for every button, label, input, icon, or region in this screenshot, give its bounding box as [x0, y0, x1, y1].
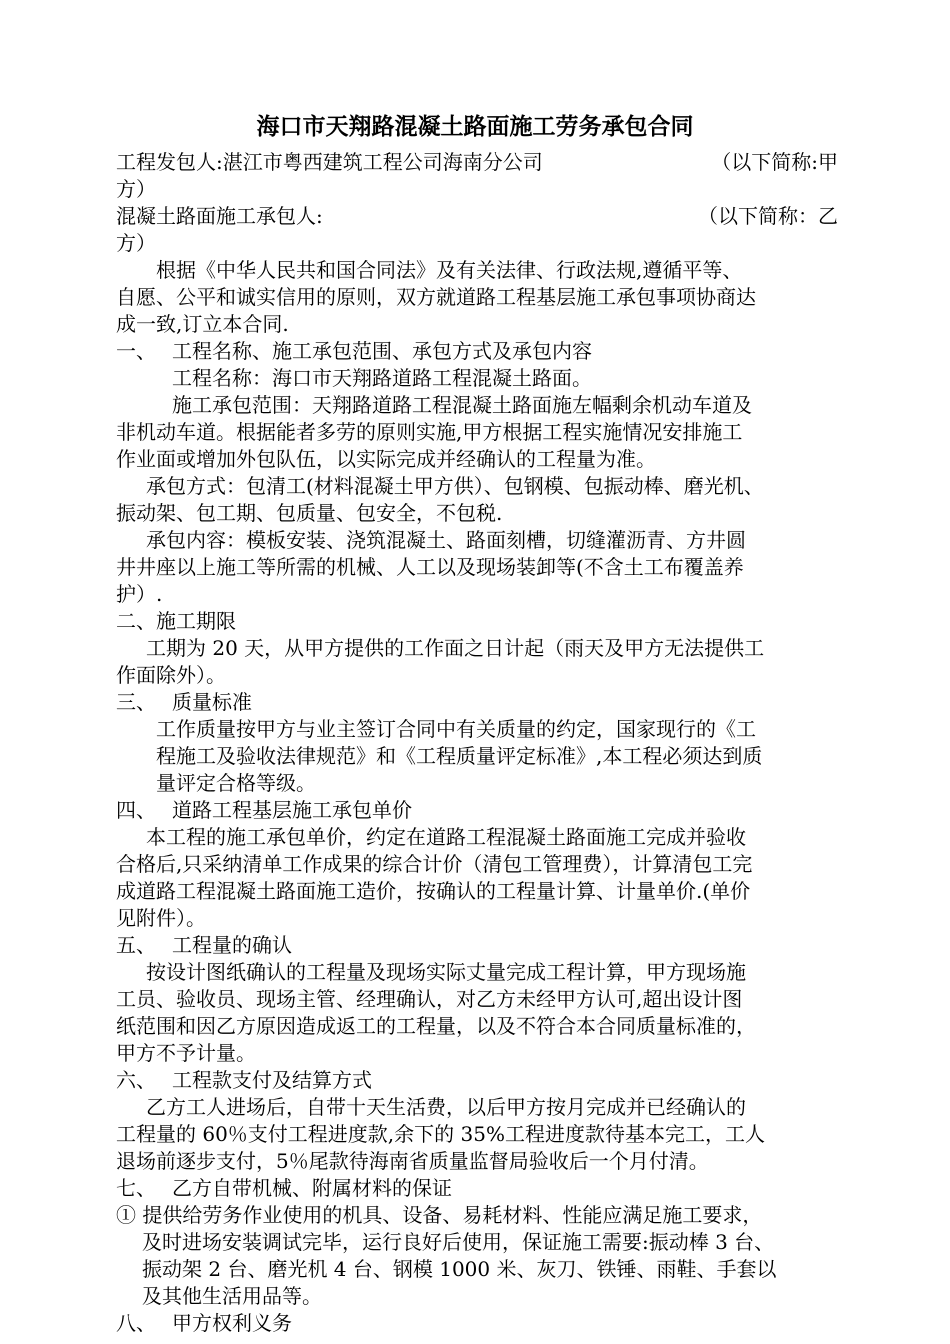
section-2-heading: 二、施工期限: [116, 609, 236, 633]
list-item-cont: 振动架 2 台、磨光机 4 台、钢模 1000 米、灰刀、铁锤、雨鞋、手套以: [142, 1257, 777, 1281]
employer-name: 工程发包人:湛江市粤西建筑工程公司海南分公司: [116, 150, 543, 174]
section-3-heading: [116, 689, 838, 716]
contract-body: [116, 149, 838, 1337]
employer-alias: （以下简称:甲: [711, 150, 838, 174]
preamble-line: 成一致,订立本合同.: [116, 312, 289, 336]
paragraph-line: 见附件）。: [116, 906, 206, 930]
contractor-line: [116, 203, 838, 230]
paragraph-line: 纸范围和因乙方原因造成返工的工程量，以及不符合本合同质量标准的，: [116, 1014, 756, 1038]
section-title: 质量标准: [172, 690, 252, 714]
section-6-heading: [116, 1067, 838, 1094]
section-title: 工程量的确认: [172, 933, 292, 957]
contractor-alias-cont: 方）: [116, 231, 156, 255]
section-number: 六、: [116, 1068, 156, 1092]
paragraph-line: 工员、验收员、现场主管、经理确认，对乙方未经甲方认可,超出设计图: [116, 987, 743, 1011]
contractor-alias: （以下简称：乙: [698, 204, 838, 228]
section-title: 甲方权利义务: [172, 1311, 292, 1335]
method-line: 振动架、包工期、包质量、包安全，不包税.: [116, 501, 503, 525]
section-5-heading: [116, 932, 838, 959]
section-7-heading: [116, 1175, 838, 1202]
scope-line: 非机动车道。根据能者多劳的原则实施,甲方根据工程实施情况安排施工: [116, 420, 743, 444]
content-line: 井井座以上施工等所需的机械、人工以及现场装卸等(不含土工布覆盖养: [116, 555, 744, 579]
preamble-line: 根据《中华人民共和国合同法》及有关法律、行政法规,遵循平等、: [116, 258, 743, 282]
list-item-cont: 及时进场安装调试完毕，运行良好后使用，保证施工需要:振动棒 3 台、: [142, 1230, 775, 1254]
paragraph-line: 工期为 20 天，从甲方提供的工作面之日计起（雨天及甲方无法提供工: [146, 636, 765, 660]
section-number: 八、: [116, 1311, 156, 1335]
paragraph-line: 作面除外）。: [116, 663, 226, 687]
section-4-heading: [116, 797, 838, 824]
paragraph-line: 工作质量按甲方与业主签订合同中有关质量的约定，国家现行的《工: [156, 717, 756, 741]
paragraph-line: 甲方不予计量。: [116, 1041, 256, 1065]
paragraph-line: 成道路工程混凝土路面施工造价，按确认的工程量计算、计量单价.(单价: [116, 879, 751, 903]
method-line: 承包方式：包清工(材料混凝土甲方供）、包钢模、包振动棒、磨光机、: [146, 474, 764, 498]
section-title: 乙方自带机械、附属材料的保证: [172, 1176, 452, 1200]
paragraph-line: 合格后,只采纳清单工作成果的综合计价（清包工管理费），计算清包工完: [116, 852, 753, 876]
contract-title: 海口市天翔路混凝土路面施工劳务承包合同: [256, 113, 694, 140]
project-name: 工程名称：海口市天翔路道路工程混凝土路面。: [172, 366, 592, 390]
section-number: 七、: [116, 1176, 156, 1200]
section-number: 三、: [116, 690, 156, 714]
section-title: 道路工程基层施工承包单价: [172, 798, 412, 822]
paragraph-line: 按设计图纸确认的工程量及现场实际丈量完成工程计算，甲方现场施: [146, 960, 746, 984]
section-number: 五、: [116, 933, 156, 957]
paragraph-line: 程施工及验收法律规范》和《工程质量评定标准》,本工程必须达到质: [156, 744, 763, 768]
content-line: 承包内容：模板安装、浇筑混凝土、路面刻槽，切缝灌沥青、方井圆: [146, 528, 746, 552]
contractor-name: 混凝土路面施工承包人:: [116, 204, 323, 228]
paragraph-line: 本工程的施工承包单价，约定在道路工程混凝土路面施工完成并验收: [146, 825, 746, 849]
employer-alias-cont: 方）: [116, 177, 156, 201]
section-title: 工程名称、施工承包范围、承包方式及承包内容: [172, 339, 592, 363]
section-1-heading: [116, 338, 838, 365]
paragraph-line: 工程量的 60％支付工程进度款,余下的 35%工程进度款待基本完工，工人: [116, 1122, 765, 1146]
section-number: 四、: [116, 798, 156, 822]
section-8-heading: [116, 1310, 838, 1337]
preamble-line: 自愿、公平和诚实信用的原则，双方就道路工程基层施工承包事项协商达: [116, 285, 756, 309]
scope-line: 作业面或增加外包队伍，以实际完成并经确认的工程量为准。: [116, 447, 656, 471]
section-number: 一、: [116, 339, 156, 363]
content-line: 护）.: [116, 582, 163, 606]
section-title: 工程款支付及结算方式: [172, 1068, 372, 1092]
paragraph-line: 乙方工人进场后，自带十天生活费，以后甲方按月完成并已经确认的: [146, 1095, 746, 1119]
list-item-cont: 及其他生活用品等。: [142, 1284, 322, 1308]
scope-line: 施工承包范围：天翔路道路工程混凝土路面施左幅剩余机动车道及: [172, 393, 752, 417]
list-item: ① 提供给劳务作业使用的机具、设备、易耗材料、性能应满足施工要求，: [116, 1203, 763, 1227]
employer-line: [116, 149, 838, 176]
paragraph-line: 退场前逐步支付，5％尾款待海南省质量监督局验收后一个月付清。: [116, 1149, 709, 1173]
paragraph-line: 量评定合格等级。: [156, 771, 316, 795]
